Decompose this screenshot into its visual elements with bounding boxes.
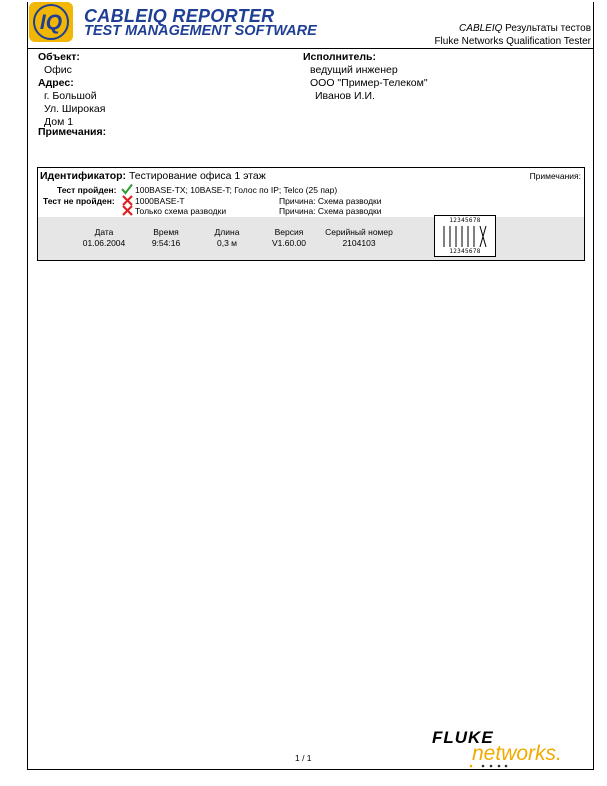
tester-name: Fluke Networks Qualification Tester	[434, 36, 591, 47]
version-header: Версия	[274, 227, 304, 237]
address-line-2: Ул. Широкая	[44, 103, 106, 115]
identifier-value: Тестирование офиса 1 этаж	[128, 170, 266, 182]
passed-label: Тест пройден:	[57, 185, 117, 195]
address-line-3: Дом 1	[44, 116, 74, 128]
networks-dots-icon	[468, 763, 508, 769]
time-header: Время	[153, 227, 179, 237]
date-header: Дата	[94, 227, 114, 237]
serial-header: Серийный номер	[325, 227, 393, 237]
passed-value: 100BASE-TX; 10BASE-T; Голос по IP; Telco (25 пар)	[135, 185, 338, 195]
failed-reason-1: Причина: Схема разводки	[279, 196, 382, 206]
identifier-label: Идентификатор:	[40, 170, 127, 182]
notes-label: Примечания:	[38, 126, 107, 138]
header-divider	[27, 48, 594, 49]
page-number: 1 / 1	[295, 753, 312, 763]
wiremap-lines	[441, 226, 491, 247]
wiremap-bottom-pins: 12345678	[449, 248, 481, 255]
version-value: V1.60.00	[271, 238, 307, 248]
networks-logo-text: networks.	[472, 742, 562, 765]
report-title-text: Результаты тестов	[502, 23, 591, 34]
brand-title: CABLEIQ REPORTER	[84, 6, 275, 26]
executor-line-1: ведущий инженер	[310, 64, 398, 76]
executor-line-3: Иванов И.И.	[315, 90, 375, 102]
executor-line-2: ООО "Пример-Телеком"	[310, 77, 428, 89]
address-label: Адрес:	[38, 77, 74, 89]
fluke-logo-text: FLUKE	[432, 728, 494, 747]
date-value: 01.06.2004	[82, 238, 126, 248]
fail-cross-icon	[122, 205, 133, 216]
result-notes-label: Примечания:	[529, 171, 581, 181]
object-label: Объект:	[38, 51, 80, 63]
pass-check-icon	[121, 183, 133, 195]
time-value: 9:54:16	[151, 238, 181, 248]
logo-badge-text: IQ	[39, 11, 63, 34]
failed-label: Тест не пройден:	[43, 196, 115, 206]
executor-label: Исполнитель:	[303, 51, 376, 63]
report-page	[27, 2, 594, 770]
wiremap-diagram	[434, 215, 496, 257]
identifier-row	[40, 170, 266, 182]
report-title-product: CABLEIQ	[459, 23, 503, 34]
failed-test-1: 1000BASE-T	[135, 196, 185, 206]
length-value: 0,3 м	[216, 238, 238, 248]
test-result-box	[37, 167, 585, 261]
wiremap-top-pins: 12345678	[449, 217, 481, 224]
address-line-1: г. Большой	[44, 90, 97, 102]
serial-value: 2104103	[342, 238, 376, 248]
failed-test-2: Только схема разводки	[135, 206, 227, 216]
cableiq-logo-icon	[29, 2, 73, 42]
failed-reason-2: Причина: Схема разводки	[279, 206, 382, 216]
length-header: Длина	[214, 227, 240, 237]
brand-subtitle: TEST MANAGEMENT SOFTWARE	[84, 23, 317, 39]
report-title	[459, 23, 591, 34]
object-value: Офис	[44, 64, 72, 76]
